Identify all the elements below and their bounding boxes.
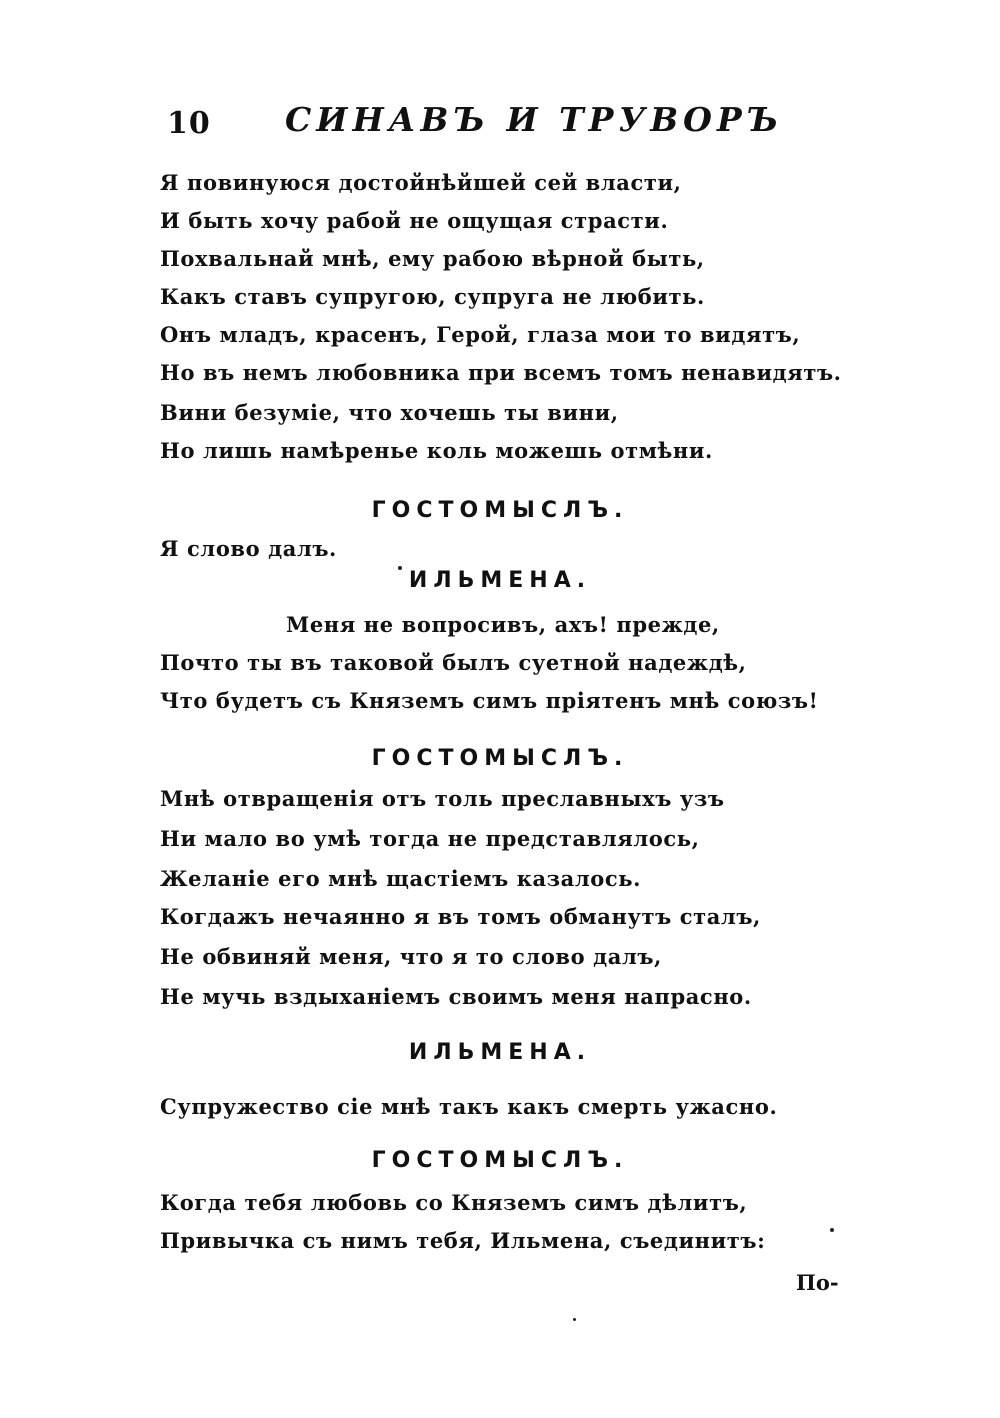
verse-line: Почто ты въ таковой былъ суетной надеждѣ, bbox=[160, 650, 747, 675]
verse-line: Я повинуюся достойнѣйшей сей власти, bbox=[160, 170, 682, 195]
verse-line: Привычка съ нимъ тебя, Ильмена, съединитъ: bbox=[160, 1228, 766, 1253]
running-title: СИНАВЪ И ТРУВОРЪ bbox=[285, 100, 784, 139]
verse-line: Но въ немъ любовника при всемъ томъ ненавидятъ. bbox=[160, 360, 842, 385]
verse-line: Ни мало во умѣ тогда не представлялось, bbox=[160, 826, 700, 851]
verse-line: Когдажъ нечаянно я въ томъ обманутъ сталъ, bbox=[160, 904, 761, 929]
speaker-heading: ГОСТОМЫСЛЪ. bbox=[371, 746, 629, 771]
catchword: По- bbox=[796, 1270, 839, 1295]
speaker-heading: ГОСТОМЫСЛЪ. bbox=[371, 1148, 629, 1173]
page-header bbox=[165, 96, 805, 148]
ink-speck bbox=[398, 566, 402, 570]
verse-line: Что будетъ съ Княземъ симъ пріятенъ мнѣ союзъ! bbox=[160, 688, 819, 713]
verse-line: Когда тебя любовь со Княземъ симъ дѣлитъ, bbox=[160, 1190, 748, 1215]
verse-line: Супружество сіе мнѣ такъ какъ смерть ужасно. bbox=[160, 1094, 778, 1119]
verse-line: Желаніе его мнѣ щастіемъ казалось. bbox=[160, 866, 642, 891]
verse-line: Не обвиняй меня, что я то слово далъ, bbox=[160, 944, 662, 969]
verse-line: Но лишь намѣренье коль можешь отмѣни. bbox=[160, 438, 713, 463]
speaker-heading: ГОСТОМЫСЛЪ. bbox=[371, 498, 629, 523]
verse-line: Я слово далъ. bbox=[160, 536, 337, 561]
verse-line: Мнѣ отвращенія отъ толь преславныхъ узъ bbox=[160, 786, 725, 811]
speaker-heading: ИЛЬМЕНА. bbox=[408, 568, 592, 593]
verse-line: Похвальнай мнѣ, ему рабою вѣрной быть, bbox=[160, 246, 705, 271]
verse-line: Какъ ставъ супругою, супруга не любить. bbox=[160, 284, 705, 309]
verse-line: Онъ младъ, красенъ, Герой, глаза мои то видятъ, bbox=[160, 322, 801, 347]
verse-line: И быть хочу рабой не ощущая страсти. bbox=[160, 208, 669, 233]
verse-line: Не мучь вздыханіемъ своимъ меня напрасно. bbox=[160, 984, 752, 1009]
verse-line: Вини безуміе, что хочешь ты вини, bbox=[160, 400, 619, 425]
page-number: 10 bbox=[167, 106, 211, 141]
ink-speck bbox=[830, 1228, 834, 1232]
verse-line: Меня не вопросивъ, ахъ! прежде, bbox=[286, 612, 720, 637]
ink-speck bbox=[573, 1318, 576, 1321]
speaker-heading: ИЛЬМЕНА. bbox=[408, 1040, 592, 1065]
